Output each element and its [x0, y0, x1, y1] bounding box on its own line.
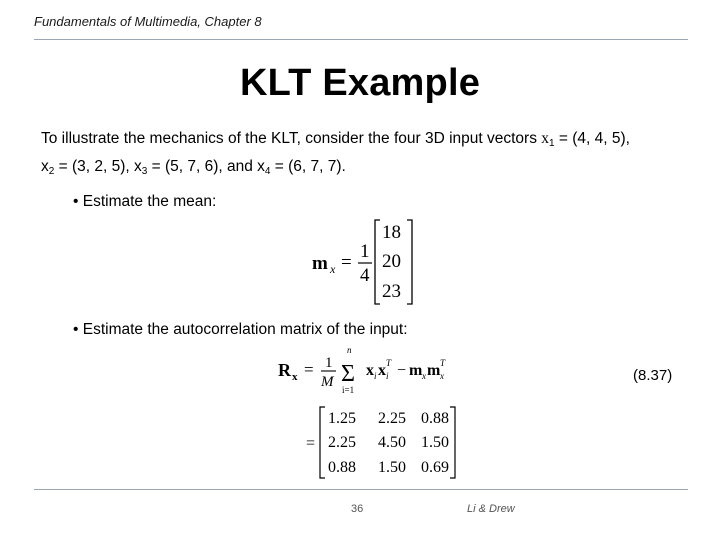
vector-x1-symbol: x — [541, 130, 550, 147]
vector-x3-value: = (5, 7, 6), and — [147, 158, 258, 175]
mean-lhs-symbol: m — [312, 253, 328, 274]
vector-x4-subscript: 4 — [264, 166, 271, 177]
autocorr-lhs-symbol: R — [278, 360, 291, 380]
matrix-left-bracket — [320, 407, 325, 478]
mean-term-m: m — [409, 362, 423, 379]
vector-x3-subscript: 3 — [141, 166, 148, 177]
mean-fraction-numerator: 1 — [360, 241, 370, 262]
matrix-cell: 0.88 — [328, 459, 356, 476]
mean-term-m-subscript: x — [422, 371, 426, 381]
matrix-cell: 2.25 — [378, 410, 406, 427]
header-divider — [34, 39, 688, 40]
bullet-estimate-mean: • Estimate the mean: — [73, 193, 217, 210]
matrix-cell: 1.50 — [378, 459, 406, 476]
page-number: 36 — [351, 503, 364, 515]
footer-authors: Li & Drew — [467, 503, 515, 515]
autocorr-minus: − — [397, 362, 407, 379]
header-chapter-title: Fundamentals of Multimedia, Chapter 8 — [34, 14, 262, 29]
autocorrelation-equation — [270, 344, 470, 398]
term-x-subscript: i — [374, 371, 377, 381]
sum-lower-limit: i=1 — [342, 385, 355, 395]
autocorr-fraction-numerator: 1 — [325, 355, 333, 371]
mean-term-m-transposed: m — [427, 362, 441, 379]
mean-vector-value: 18 — [382, 222, 401, 243]
vector-x1-subscript: 1 — [549, 138, 555, 149]
vector-x4-symbol: x — [257, 158, 265, 175]
slide-title: KLT Example — [239, 62, 481, 104]
matrix-cell: 0.69 — [421, 459, 449, 476]
mean-vector-value: 20 — [382, 251, 401, 272]
intro-text: To illustrate the mechanics of the KLT, consider the four 3D input vectors — [41, 130, 542, 147]
term-x-transposed-subscript: i — [386, 371, 389, 381]
mean-term-m-transposed-superscript: T — [440, 358, 446, 368]
mean-right-bracket — [407, 220, 412, 304]
autocorrelation-matrix — [300, 404, 470, 482]
mean-left-bracket — [375, 220, 380, 304]
matrix-right-bracket — [450, 407, 455, 478]
vector-x1-value: = (4, 4, 5), — [554, 130, 630, 147]
term-x-transposed-superscript: T — [386, 358, 392, 368]
matrix-cell: 1.25 — [328, 410, 356, 427]
equation-number: (8.37) — [633, 367, 673, 384]
term-x-transposed: x — [378, 362, 386, 379]
matrix-cell: 2.25 — [328, 434, 356, 451]
mean-lhs-subscript: x — [330, 262, 336, 276]
autocorr-fraction-denominator: M — [321, 374, 334, 390]
autocorr-equals: = — [304, 360, 314, 379]
vector-x2-symbol: x — [41, 158, 49, 175]
vector-x4-value: = (6, 7, 7). — [270, 158, 346, 175]
mean-equals: = — [341, 252, 352, 273]
bullet-estimate-autocorrelation: • Estimate the autocorrelation matrix of the input: — [73, 321, 408, 338]
intro-paragraph — [41, 127, 691, 183]
vector-x3-symbol: x — [134, 158, 142, 175]
mean-term-m-transposed-subscript: x — [440, 371, 444, 381]
sum-symbol: Σ — [341, 361, 355, 387]
matrix-equals: = — [306, 435, 316, 452]
vector-x2-subscript: 2 — [48, 166, 55, 177]
mean-vector-value: 23 — [382, 281, 401, 302]
matrix-cell: 4.50 — [378, 434, 406, 451]
matrix-cell: 1.50 — [421, 434, 449, 451]
mean-fraction-denominator: 4 — [360, 265, 370, 286]
term-x: x — [366, 362, 374, 379]
footer-divider — [34, 489, 688, 490]
mean-equation — [300, 214, 430, 310]
matrix-cell: 0.88 — [421, 410, 449, 427]
autocorr-lhs-subscript: x — [292, 371, 298, 383]
vector-x2-value: = (3, 2, 5), — [54, 158, 134, 175]
sum-upper-limit: n — [347, 345, 352, 355]
